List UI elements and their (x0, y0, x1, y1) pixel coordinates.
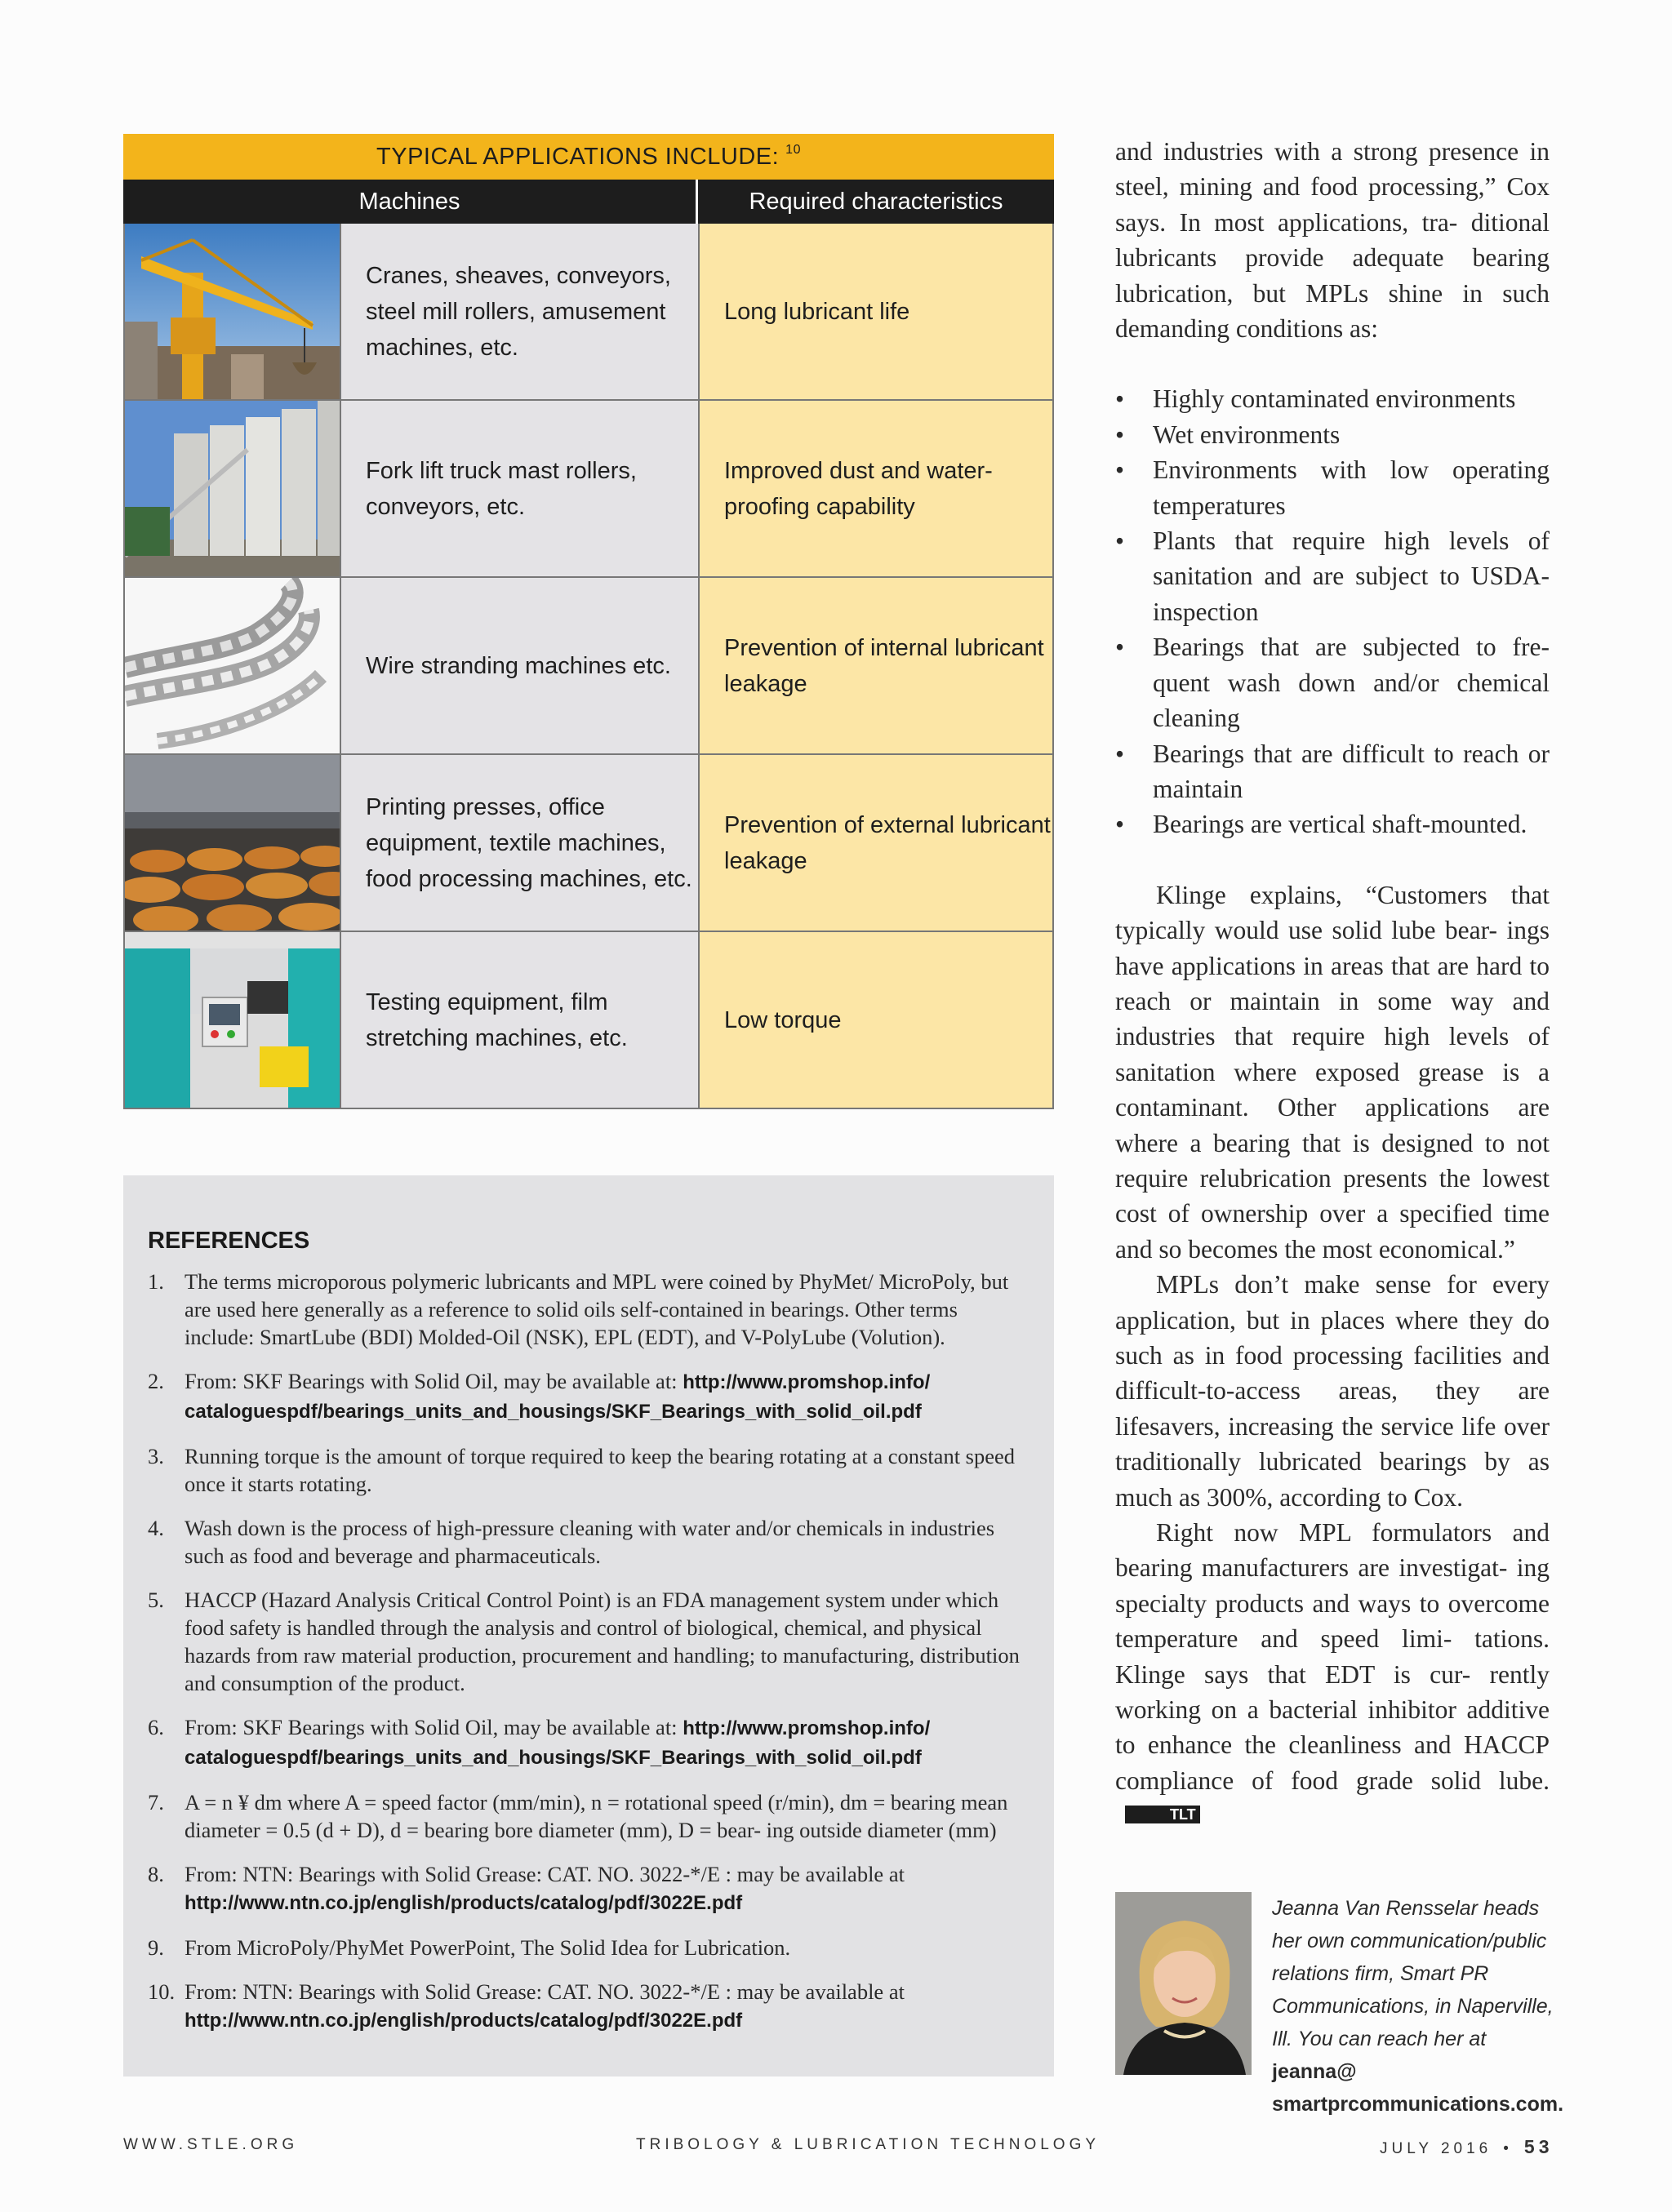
conditions-list (1115, 381, 1550, 842)
table-row (123, 401, 1054, 578)
table-title-text: TYPICAL APPLICATIONS INCLUDE: (376, 143, 780, 170)
article-paragraph: MPLs don’t make sense for every application, but in places where they do such as in food processing facilities and difficult-to-access areas, they are lifesavers, increasing the service life over traditionally lubricated bearings by as much as 300%, according to Cox. (1115, 1270, 1550, 1512)
reference-item: 1. The terms microporous polymeric lubricants and MPL were coined by PhyMet/ MicroPoly, but are used here generally as a reference to solid oils self-contained in bearings. Other terms include: SmartLube (BDI) Molded-Oil (NSK), EPL (EDT), and V-PolyLube (Volution). (148, 1269, 1009, 1349)
footer-separator: • (1503, 2140, 1513, 2157)
table-row (123, 755, 1054, 932)
bread-image (125, 755, 341, 931)
table-header (123, 180, 1054, 224)
references-heading: REFERENCES (148, 1228, 310, 1254)
table-row (123, 224, 1054, 401)
table-title (123, 134, 1054, 180)
reference-link[interactable]: http://www.ntn.co.jp/english/products/catalog/pdf/3022E.pdf (185, 1892, 743, 1914)
reference-item: 4. Wash down is the process of high-pressure cleaning with water and/or chemicals in industries such as food and beverage and pharmaceuticals. (148, 1516, 995, 1568)
machines-cell: Wire stranding machines etc. (341, 578, 700, 753)
machines-cell: Testing equipment, film stretching machines, etc. (341, 932, 700, 1108)
reference-link[interactable]: http://www.ntn.co.jp/english/products/catalog/pdf/3022E.pdf (185, 2010, 743, 2032)
table-row (123, 578, 1054, 755)
tlt-end-mark: TLT (1125, 1806, 1200, 1823)
silos-image (125, 401, 341, 576)
list-item: • Wet environments (1115, 417, 1550, 452)
author-bio: Jeanna Van Rensselar heads her own communication/public relations firm, Smart PR Communications, in Naperville, Ill. You can reach her at jeanna@ smartprcommunications.com. (1272, 1897, 1564, 2116)
footer-website: WWW.STLE.ORG (123, 2136, 299, 2153)
applications-table (123, 134, 1054, 1109)
footer-date: JULY 2016 (1380, 2140, 1492, 2157)
reference-item: 8. From: NTN: Bearings with Solid Grease: CAT. NO. 3022-*/E : may be available at http://www.ntn.co.jp/english/products/catalog/pdf/3022E.pdf (148, 1862, 905, 1914)
footer-publication: TRIBOLOGY & LUBRICATION TECHNOLOGY (636, 2136, 1101, 2153)
list-item: • Environments with low operating temperatures (1115, 452, 1550, 523)
reference-item: 7. A = n ¥ dm where A = speed factor (mm/min), n = rotational speed (r/min), dm = bearing mean diameter = 0.5 (d + D), d = bearing bore diameter (mm), D = bear- ing outside diameter (mm) (148, 1790, 1008, 1842)
machines-cell: Fork lift truck mast rollers, conveyors, etc. (341, 401, 700, 576)
article-paragraph: Right now MPL formulators and bearing manufacturers are investigat- ing specialty products and ways to overcome temperature and speed limi- tations. Klinge says that EDT is cur- rently working on a bacterial inhibitor additive to enhance the cleanliness and HACCP compliance of food grade solid lube.TLT (1115, 1518, 1550, 1823)
reference-item: 5. HACCP (Hazard Analysis Critical Control Point) is an FDA management system under which food safety is handled through the analysis and control of biological, chemical, and physical hazards from raw material production, procurement and handling; to manufacturing, distribution and consumption of the product. (148, 1588, 1020, 1695)
required-cell: Prevention of internal lubricant leakage (700, 578, 1052, 753)
reference-item: 3. Running torque is the amount of torque required to keep the bearing rotating at a constant speed once it starts rotating. (148, 1444, 1016, 1496)
required-cell: Prevention of external lubricant leakage (700, 755, 1052, 931)
list-item: • Bearings are vertical shaft-mounted. (1115, 806, 1550, 842)
list-item: • Bearings that are difficult to reach or maintain (1115, 736, 1550, 807)
page-number: 53 (1523, 2136, 1554, 2157)
list-item: • Plants that require high levels of sanitation and are subject to USDA- inspection (1115, 523, 1550, 629)
reference-link[interactable]: http://www.promshop.info/ cataloguespdf/bearings_units_and_housings/SKF_Bearings_with_solid_oil.pdf (185, 1717, 931, 1769)
machine-image (125, 932, 341, 1108)
table-title-ref: 10 (785, 143, 801, 157)
article-column (1115, 134, 1550, 1834)
machines-cell: Cranes, sheaves, conveyors, steel mill rollers, amusement machines, etc. (341, 224, 700, 399)
author-email[interactable]: jeanna@ smartprcommunications.com. (1272, 2060, 1564, 2116)
required-cell: Low torque (700, 932, 1052, 1108)
author-photo (1115, 1892, 1252, 2075)
list-item: • Bearings that are subjected to fre- quent wash down and/or chemical cleaning (1115, 629, 1550, 735)
header-machines: Machines (123, 180, 698, 224)
list-item: • Highly contaminated environments (1115, 381, 1550, 416)
reference-item: 2. From: SKF Bearings with Solid Oil, may be available at: http://www.promshop.info/ cataloguespdf/bearings_units_and_housings/SKF_Bearings_with_solid_oil.pdf (148, 1369, 931, 1423)
required-cell: Improved dust and water-proofing capability (700, 401, 1052, 576)
table-row (123, 932, 1054, 1109)
reference-link[interactable]: http://www.promshop.info/ cataloguespdf/bearings_units_and_housings/SKF_Bearings_with_solid_oil.pdf (185, 1371, 931, 1423)
machines-cell: Printing presses, office equipment, textile machines, food processing machines, etc. (341, 755, 700, 931)
required-cell: Long lubricant life (700, 224, 1052, 399)
references-box (123, 1175, 1054, 2077)
reference-item: 10. From: NTN: Bearings with Solid Grease: CAT. NO. 3022-*/E : may be available at http://www.ntn.co.jp/english/products/catalog/pdf/3022E.pdf (148, 1979, 905, 2032)
header-required: Required characteristics (749, 188, 1003, 215)
footer-page-info (1380, 2136, 1554, 2158)
article-paragraph: Klinge explains, “Customers that typically would use solid lube bear- ings have applications in areas that are hard to reach or maintain in some way and industries that require high levels of sanitation where exposed grease is a contaminant. Other applications are where a bearing that is designed to not require relubrication presents the lowest cost of ownership over a specified time and so becomes the most economical.” (1115, 880, 1550, 1264)
reference-item: 6. From: SKF Bearings with Solid Oil, may be available at: http://www.promshop.info/ cataloguespdf/bearings_units_and_housings/SKF_Bearings_with_solid_oil.pdf (148, 1715, 931, 1769)
wire-image (125, 578, 341, 753)
references-list (148, 1268, 1029, 2035)
article-paragraph: and industries with a strong presence in steel, mining and food processing,” Cox says. In most applications, tra- ditional lubricants provide adequate bearing lubrication, but MPLs shine in such demanding conditions as: (1115, 137, 1550, 344)
crane-image (125, 224, 341, 399)
reference-item: 9. From MicroPoly/PhyMet PowerPoint, The Solid Idea for Lubrication. (148, 1935, 791, 1960)
author-box (1115, 1892, 1564, 2116)
